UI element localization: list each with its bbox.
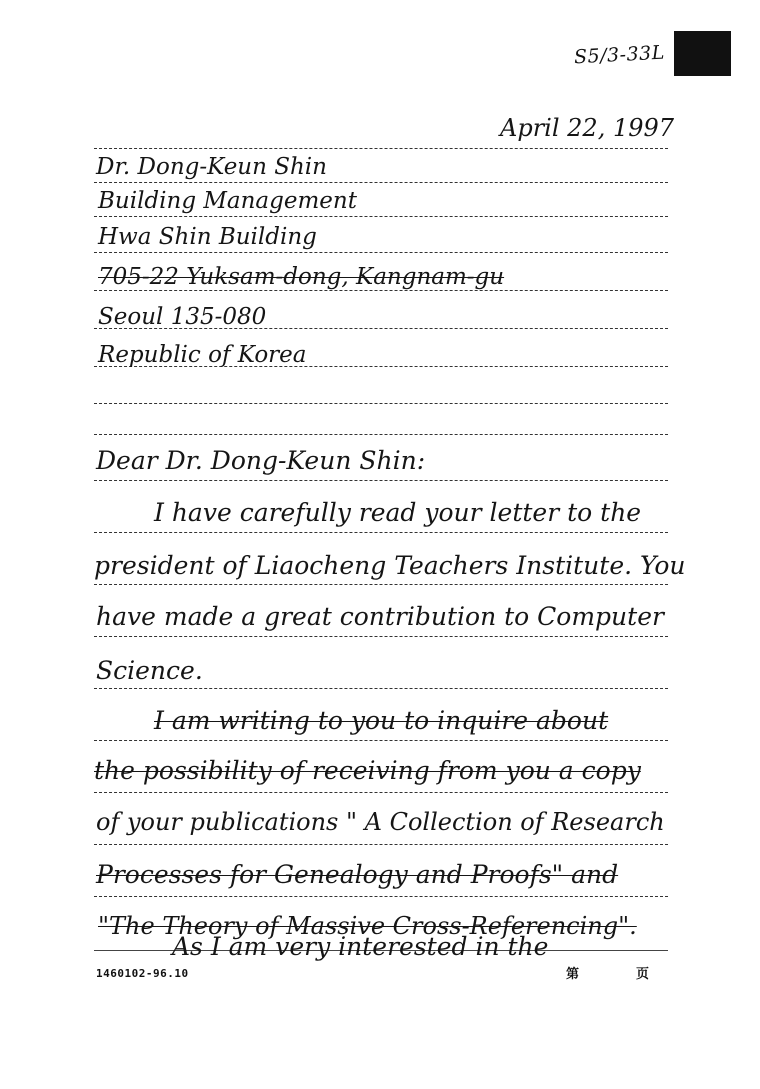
ruled-line: [94, 792, 668, 793]
body-line: president of Liaocheng Teachers Institute. You: [94, 551, 686, 580]
ruled-line: [94, 688, 668, 689]
ruled-line: [94, 740, 668, 741]
body-line: of your publications " A Collection of Research: [96, 808, 665, 836]
body-line: Processes for Genealogy and Proofs" and: [96, 860, 619, 889]
address-line: Hwa Shin Building: [98, 224, 317, 250]
body-line: I have carefully read your letter to the: [154, 498, 642, 527]
ruled-line: [94, 844, 668, 845]
ruled-line: [94, 403, 668, 404]
body-line: have made a great contribution to Computer: [96, 602, 664, 631]
page-label-right: 页: [636, 967, 650, 982]
body-line: Science.: [96, 656, 203, 685]
page-label-left: 第: [566, 967, 580, 982]
ruled-line: [94, 584, 668, 585]
ruled-line: [94, 480, 668, 481]
redaction-box: [674, 31, 731, 76]
body-line: the possibility of receiving from you a copy: [94, 756, 641, 785]
ruled-line: [94, 182, 668, 183]
ruled-line: [94, 290, 668, 291]
ruled-line: [94, 896, 668, 897]
ruled-line: [94, 252, 668, 253]
address-line: Republic of Korea: [98, 342, 307, 368]
body-line: As I am very interested in the: [172, 932, 549, 961]
ruled-line: [94, 148, 668, 149]
address-line: 705-22 Yuksam-dong, Kangnam-gu: [98, 264, 505, 290]
ruled-line: [94, 636, 668, 637]
address-line: Dr. Dong-Keun Shin: [96, 154, 327, 180]
body-line: I am writing to you to inquire about: [154, 706, 609, 735]
document-code: S5/3-33L: [573, 41, 666, 69]
ruled-line: [94, 216, 668, 217]
salutation: Dear Dr. Dong-Keun Shin:: [96, 446, 426, 475]
letter-date: April 22, 1997: [500, 114, 675, 142]
body-line: "The Theory of Massive Cross-Referencing".: [98, 912, 637, 940]
address-line: Building Management: [98, 188, 357, 214]
form-code: 1460102-96.10: [96, 967, 189, 980]
ruled-line: [94, 532, 668, 533]
address-line: Seoul 135-080: [98, 304, 267, 330]
ruled-line: [94, 434, 668, 435]
